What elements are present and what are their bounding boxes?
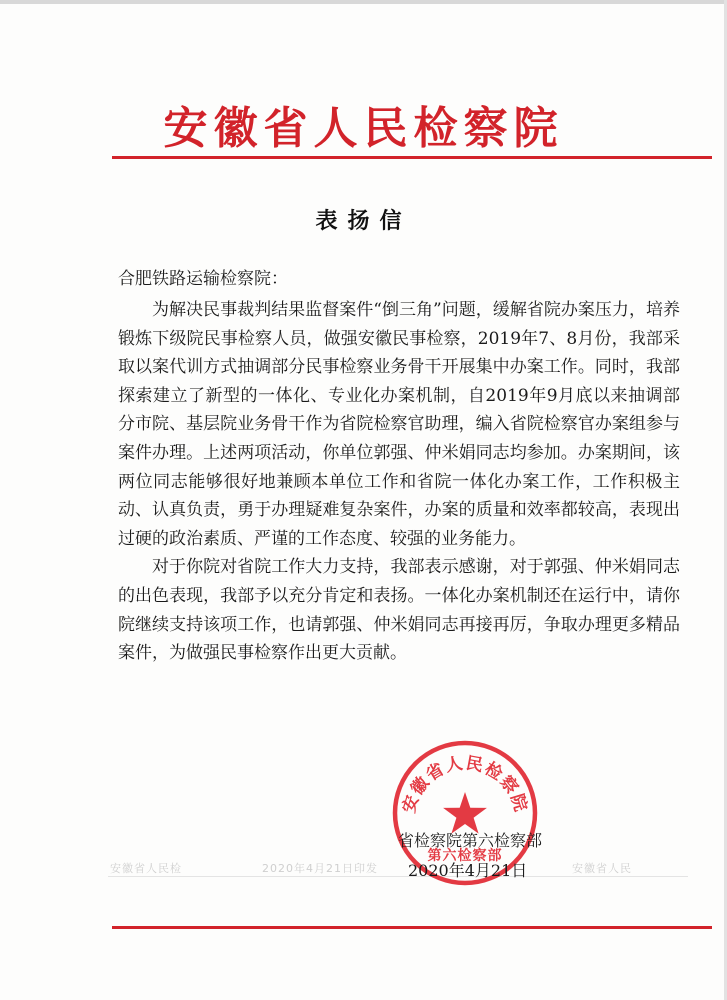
letter-body xyxy=(118,296,680,668)
faint-show-through-middle: 2020年4月21日印发 xyxy=(262,862,378,875)
signing-date: 2020年4月21日 xyxy=(408,861,528,880)
seal-arc-text: 安徽省人民检察院 xyxy=(399,753,531,816)
salutation: 合肥铁路运输检察院： xyxy=(118,269,288,289)
letterhead-red-rule xyxy=(112,156,712,159)
signer-name: 省检察院第六检察部 xyxy=(398,831,543,850)
document-title: 表扬信 xyxy=(315,208,412,234)
body-paragraph-2: 对于你院对省院工作大力支持，我部表示感谢，对于郭强、仲米娟同志的出色表现，我部予以充分肯定和表扬。一体化办案机制还在运行中，请你院继续支持该项工作，也请郭强、仲米娟同志再接再厉，争取办理更多精品案件，为做强民事检察作出更大贡献。 xyxy=(118,557,680,664)
faint-show-through-left: 安徽省人民检 xyxy=(110,862,182,875)
scan-edge-top xyxy=(0,0,727,4)
body-paragraph-1: 为解决民事裁判结果监督案件“倒三角”问题，缓解省院办案压力，培养锻炼下级院民事检察人员，做强安徽民事检察，2019年7、8月份，我部采取以案代训方式抽调部分民事检察业务骨干开展集中办案工作。同时，我部探索建立了新型的一体化、专业化办案机制，自2019年9月底以来抽调部分市院、基层院业务骨干作为省院检察官助理，编入省院检察官办案组参与案件办理。上述两项活动，你单位郭强、仲米娟同志均参加。办案期间，该两位同志能够很好地兼顾本单位工作和省院一体化办案工作，工作积极主动、认真负责，勇于办理疑难复杂案件，办案的质量和效率都较高，表现出过硬的政治素质、严谨的工作态度、较强的业务能力。 xyxy=(118,300,680,549)
seal-bottom-text: 第六检察部 xyxy=(427,848,503,864)
letterhead-org-name: 安徽省人民检察院 xyxy=(163,103,564,154)
faint-show-through-right: 安徽省人民 xyxy=(572,862,632,875)
footer-red-rule xyxy=(112,926,712,929)
signature-block xyxy=(398,826,542,886)
